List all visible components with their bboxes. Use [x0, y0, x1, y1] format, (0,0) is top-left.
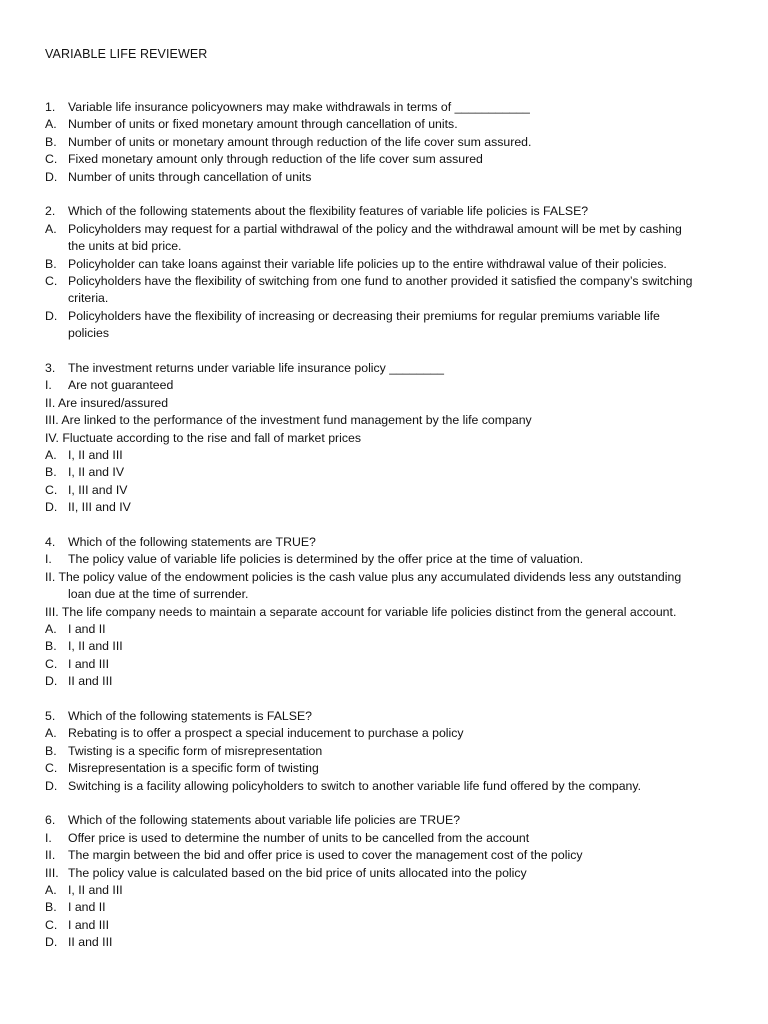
answer-option-label: D.	[45, 500, 58, 515]
statement-text: The policy value is calculated based on the bid price of units allocated into the policy	[68, 865, 527, 880]
answer-option-label: C.	[45, 917, 58, 932]
answer-option-text: Number of units or monetary amount through reduction of the life cover sum assured.	[68, 134, 532, 149]
answer-option-text: I, II and III	[68, 448, 123, 462]
question-number: 1.	[45, 100, 56, 114]
answer-option-text: II, III and IV	[68, 500, 131, 515]
answer-option-text: Policyholders may request for a partial withdrawal of the policy and the withdrawal amount will be met by cashing	[68, 221, 682, 236]
question-stem-text: Which of the following statements about the flexibility features of variable life policies is FALSE?	[68, 204, 589, 219]
answer-option-label: C.	[45, 761, 58, 776]
answer-option-label: A.	[45, 622, 57, 636]
answer-option-label: C.	[45, 656, 58, 671]
answer-option-text: Rebating is to offer a prospect a special inducement to purchase a policy	[68, 726, 464, 741]
answer-option-text: I and III	[68, 656, 110, 671]
answer-option-text: Policyholders have the flexibility of switching from one fund to another provided it satisfied the company’s switching	[68, 274, 693, 288]
answer-option-text: I and III	[68, 917, 110, 932]
answer-option-label: D.	[45, 169, 58, 184]
answer-option-continuation-text: policies	[68, 326, 110, 341]
answer-option-label: B.	[45, 256, 57, 271]
answer-option-label: B.	[45, 465, 57, 480]
answer-option-label: C.	[45, 152, 58, 167]
question-stem-text: The investment returns under variable life insurance policy ________	[68, 361, 444, 375]
answer-option-label: A.	[45, 726, 57, 741]
answer-option-text: I, II and III	[68, 639, 123, 654]
statement-label: I.	[45, 830, 52, 845]
answer-option-text: Number of units through cancellation of units	[68, 169, 312, 184]
answer-option-text: I, II and III	[68, 883, 123, 897]
statement-text: II. Are insured/assured	[45, 395, 169, 410]
answer-option-label: A.	[45, 883, 57, 897]
answer-option-text: Switching is a facility allowing policyholders to switch to another variable life fund offered by the company.	[68, 778, 642, 793]
question-stem-text: Which of the following statements are TRUE?	[68, 535, 316, 549]
answer-option-label: B.	[45, 134, 57, 149]
answer-option-text: I, III and IV	[68, 482, 128, 497]
answer-option-text: II and III	[68, 674, 113, 689]
answer-option-text: Policyholder can take loans against their variable life policies up to the entire withdrawal value of their policies.	[68, 256, 667, 271]
answer-option-continuation-text: criteria.	[68, 291, 109, 306]
statement-label: I.	[45, 378, 52, 393]
answer-option-text: Number of units or fixed monetary amount through cancellation of units.	[68, 117, 458, 132]
answer-option-label: B.	[45, 900, 57, 915]
answer-option-text: Fixed monetary amount only through reduction of the life cover sum assured	[68, 152, 483, 167]
statement-text: IV. Fluctuate according to the rise and fall of market prices	[45, 430, 362, 445]
answer-option-text: II and III	[68, 935, 113, 950]
question-stem-text: Which of the following statements about variable life policies are TRUE?	[68, 813, 461, 828]
statement-continuation-text: loan due at the time of surrender.	[68, 587, 249, 602]
document-title: VARIABLE LIFE REVIEWER	[45, 47, 208, 61]
question-number: 2.	[45, 204, 56, 219]
question-stem-text: Which of the following statements is FALSE?	[68, 709, 313, 723]
statement-label: I.	[45, 552, 52, 567]
answer-option-label: B.	[45, 639, 57, 654]
statement-label: III.	[45, 865, 59, 880]
answer-option-text: I and II	[68, 900, 106, 915]
answer-option-label: D.	[45, 778, 58, 793]
statement-text: III. The life company needs to maintain a separate account for variable life policies distinct from the general account.	[45, 604, 677, 619]
answer-option-label: B.	[45, 743, 57, 758]
question-number: 3.	[45, 361, 56, 375]
statement-text: Offer price is used to determine the number of units to be cancelled from the account	[68, 830, 530, 845]
answer-option-label: A.	[45, 117, 57, 132]
question-stem-text: Variable life insurance policyowners may make withdrawals in terms of ___________	[68, 100, 530, 114]
answer-option-label: C.	[45, 482, 58, 497]
answer-option-label: D.	[45, 674, 58, 689]
statement-text: III. Are linked to the performance of the investment fund management by the life company	[45, 413, 532, 428]
answer-option-text: I, II and IV	[68, 465, 125, 480]
answer-option-continuation-text: the units at bid price.	[68, 239, 182, 254]
answer-option-label: D.	[45, 935, 58, 950]
answer-option-label: A.	[45, 221, 57, 236]
answer-option-text: Misrepresentation is a specific form of twisting	[68, 761, 319, 776]
question-number: 4.	[45, 535, 56, 549]
answer-option-text: Twisting is a specific form of misrepresentation	[68, 743, 323, 758]
statement-text: The margin between the bid and offer price is used to cover the management cost of the policy	[68, 848, 583, 863]
statement-text: Are not guaranteed	[68, 378, 174, 393]
answer-option-label: A.	[45, 448, 57, 462]
answer-option-text: Policyholders have the flexibility of increasing or decreasing their premiums for regular premiums variable life	[68, 308, 660, 323]
statement-text: The policy value of variable life policies is determined by the offer price at the time of valuation.	[68, 552, 584, 567]
question-number: 5.	[45, 709, 56, 723]
answer-option-label: D.	[45, 308, 58, 323]
statement-text: II. The policy value of the endowment policies is the cash value plus any accumulated dividends less any outstanding	[45, 569, 682, 584]
statement-label: II.	[45, 848, 56, 863]
answer-option-text: I and II	[68, 622, 106, 636]
question-number: 6.	[45, 813, 56, 828]
answer-option-label: C.	[45, 274, 58, 288]
